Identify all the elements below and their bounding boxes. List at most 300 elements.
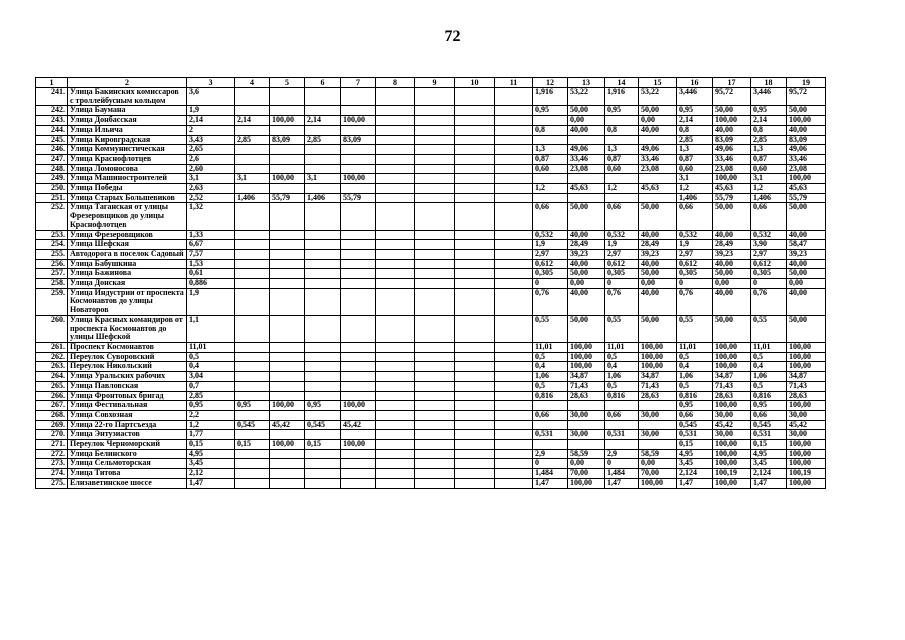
value-cell (376, 420, 415, 430)
value-cell: 83,09 (270, 135, 305, 145)
street-name-cell: Улица Бакинских комиссаров с троллейбусным кольцом (68, 88, 187, 106)
value-cell: 0,15 (187, 440, 235, 450)
row-number-cell: 247. (36, 154, 68, 164)
value-cell: 1,53 (187, 259, 235, 269)
value-cell (495, 125, 533, 135)
value-cell (495, 362, 533, 372)
value-cell: 100,00 (639, 478, 677, 488)
value-cell: 2,124 (751, 469, 787, 479)
value-cell (376, 469, 415, 479)
value-cell (376, 88, 415, 106)
value-cell: 0,5 (187, 352, 235, 362)
value-cell: 0,61 (187, 269, 235, 279)
value-cell: 100,00 (568, 342, 605, 352)
value-cell (305, 259, 341, 269)
value-cell (415, 372, 455, 382)
value-cell: 95,72 (787, 88, 826, 106)
value-cell: 55,79 (713, 193, 751, 203)
value-cell: 30,00 (713, 430, 751, 440)
value-cell: 53,22 (639, 88, 677, 106)
value-cell (235, 259, 270, 269)
value-cell: 0,95 (677, 106, 713, 116)
value-cell: 11,01 (187, 342, 235, 352)
value-cell (341, 372, 376, 382)
value-cell: 40,00 (639, 125, 677, 135)
street-name-cell: Улица Красных командиров от проспекта Космонавтов до улицы Шефской (68, 315, 187, 342)
value-cell: 100,00 (787, 401, 826, 411)
value-cell: 3,45 (677, 459, 713, 469)
value-cell: 0,15 (235, 440, 270, 450)
value-cell (341, 430, 376, 440)
value-cell: 100,00 (341, 174, 376, 184)
value-cell (415, 203, 455, 230)
value-cell: 3,43 (187, 135, 235, 145)
value-cell: 50,00 (713, 106, 751, 116)
value-cell: 2,124 (677, 469, 713, 479)
value-cell (415, 478, 455, 488)
column-header: 4 (235, 78, 270, 88)
value-cell: 1,06 (751, 372, 787, 382)
value-cell (305, 125, 341, 135)
value-cell: 40,00 (568, 288, 605, 315)
value-cell (341, 449, 376, 459)
value-cell (376, 410, 415, 420)
table-row (36, 106, 826, 116)
value-cell (270, 459, 305, 469)
value-cell (235, 449, 270, 459)
row-number-cell: 250. (36, 184, 68, 194)
value-cell: 50,00 (713, 203, 751, 230)
value-cell: 28,63 (568, 391, 605, 401)
value-cell (235, 469, 270, 479)
value-cell (568, 401, 605, 411)
value-cell: 50,00 (639, 315, 677, 342)
value-cell (235, 372, 270, 382)
value-cell (341, 259, 376, 269)
value-cell: 0,76 (605, 288, 639, 315)
value-cell: 100,00 (270, 401, 305, 411)
value-cell: 0,612 (533, 259, 568, 269)
table-row (36, 430, 826, 440)
value-cell: 70,00 (639, 469, 677, 479)
column-header: 3 (187, 78, 235, 88)
value-cell (270, 430, 305, 440)
value-cell (568, 135, 605, 145)
value-cell (415, 469, 455, 479)
table-row (36, 315, 826, 342)
value-cell: 40,00 (568, 259, 605, 269)
value-cell: 0,305 (677, 269, 713, 279)
value-cell (376, 230, 415, 240)
street-name-cell: Улица Фронтовых бригад (68, 391, 187, 401)
value-cell (415, 401, 455, 411)
column-header: 11 (495, 78, 533, 88)
value-cell: 100,00 (787, 174, 826, 184)
value-cell: 0,5 (677, 381, 713, 391)
value-cell (235, 125, 270, 135)
value-cell: 0,305 (605, 269, 639, 279)
value-cell (455, 449, 495, 459)
column-header: 15 (639, 78, 677, 88)
value-cell: 0,531 (533, 430, 568, 440)
table-row (36, 240, 826, 250)
value-cell (639, 135, 677, 145)
value-cell: 33,46 (639, 154, 677, 164)
value-cell (376, 391, 415, 401)
value-cell: 45,63 (713, 184, 751, 194)
value-cell (341, 315, 376, 342)
value-cell: 0,545 (751, 420, 787, 430)
value-cell (270, 184, 305, 194)
value-cell (341, 154, 376, 164)
value-cell (305, 249, 341, 259)
value-cell: 100,00 (341, 440, 376, 450)
value-cell (533, 193, 568, 203)
value-cell: 0,95 (677, 401, 713, 411)
value-cell (235, 478, 270, 488)
value-cell (455, 125, 495, 135)
value-cell: 0,66 (751, 410, 787, 420)
value-cell: 33,46 (713, 154, 751, 164)
value-cell (235, 410, 270, 420)
table-row (36, 259, 826, 269)
value-cell (455, 391, 495, 401)
value-cell (270, 88, 305, 106)
value-cell (270, 478, 305, 488)
value-cell (415, 342, 455, 352)
value-cell: 0,5 (605, 381, 639, 391)
value-cell: 1,9 (187, 106, 235, 116)
value-cell (376, 352, 415, 362)
value-cell (415, 420, 455, 430)
value-cell (376, 174, 415, 184)
value-cell: 0,532 (677, 230, 713, 240)
value-cell: 0,532 (751, 230, 787, 240)
value-cell: 53,22 (568, 88, 605, 106)
value-cell: 45,42 (787, 420, 826, 430)
value-cell (235, 269, 270, 279)
value-cell (305, 459, 341, 469)
value-cell: 3,1 (677, 174, 713, 184)
street-name-cell: Елизаветинское шоссе (68, 478, 187, 488)
value-cell: 3,45 (751, 459, 787, 469)
value-cell: 0,8 (533, 125, 568, 135)
row-number-cell: 267. (36, 401, 68, 411)
value-cell: 3,45 (187, 459, 235, 469)
value-cell: 39,23 (639, 249, 677, 259)
value-cell (305, 362, 341, 372)
value-cell: 2,14 (751, 116, 787, 126)
value-cell: 0,15 (751, 440, 787, 450)
value-cell (455, 342, 495, 352)
row-number-cell: 248. (36, 164, 68, 174)
value-cell (495, 174, 533, 184)
street-name-cell: Улица Кировградская (68, 135, 187, 145)
value-cell (341, 459, 376, 469)
value-cell (495, 135, 533, 145)
value-cell (495, 288, 533, 315)
value-cell: 2,97 (751, 249, 787, 259)
value-cell: 58,59 (568, 449, 605, 459)
value-cell: 23,08 (568, 164, 605, 174)
page-number: 72 (444, 28, 461, 45)
value-cell: 45,42 (713, 420, 751, 430)
value-cell (305, 154, 341, 164)
value-cell: 30,00 (787, 430, 826, 440)
value-cell: 40,00 (713, 125, 751, 135)
value-cell: 0,60 (605, 164, 639, 174)
value-cell (415, 116, 455, 126)
value-cell (415, 249, 455, 259)
street-name-cell: Автодорога в поселок Садовый (68, 249, 187, 259)
value-cell: 28,63 (639, 391, 677, 401)
value-cell (270, 381, 305, 391)
value-cell: 1,406 (235, 193, 270, 203)
value-cell (235, 203, 270, 230)
value-cell: 28,63 (787, 391, 826, 401)
value-cell (568, 193, 605, 203)
value-cell (376, 342, 415, 352)
value-cell: 30,00 (568, 410, 605, 420)
row-number-cell: 265. (36, 381, 68, 391)
value-cell (455, 106, 495, 116)
value-cell (495, 259, 533, 269)
value-cell (270, 315, 305, 342)
value-cell: 28,49 (568, 240, 605, 250)
value-cell: 95,72 (713, 88, 751, 106)
value-cell: 40,00 (787, 288, 826, 315)
value-cell: 39,23 (713, 249, 751, 259)
value-cell: 0,612 (677, 259, 713, 269)
value-cell (455, 401, 495, 411)
value-cell (270, 469, 305, 479)
value-cell: 40,00 (713, 230, 751, 240)
value-cell: 100,00 (568, 362, 605, 372)
value-cell (455, 352, 495, 362)
value-cell: 100,00 (787, 362, 826, 372)
value-cell (270, 259, 305, 269)
value-cell (415, 410, 455, 420)
value-cell: 2,9 (605, 449, 639, 459)
value-cell (235, 106, 270, 116)
value-cell: 1,406 (751, 193, 787, 203)
street-name-cell: Улица Фестивальная (68, 401, 187, 411)
value-cell: 2,14 (305, 116, 341, 126)
value-cell: 40,00 (639, 230, 677, 240)
value-cell: 3,1 (751, 174, 787, 184)
street-name-cell: Улица Сельмоторская (68, 459, 187, 469)
value-cell: 11,01 (751, 342, 787, 352)
value-cell: 0,95 (533, 106, 568, 116)
value-cell (415, 288, 455, 315)
value-cell (305, 106, 341, 116)
value-cell (376, 459, 415, 469)
street-name-cell: Переулок Суворовский (68, 352, 187, 362)
value-cell (533, 440, 568, 450)
value-cell (533, 174, 568, 184)
value-cell: 34,87 (639, 372, 677, 382)
value-cell: 2,14 (677, 116, 713, 126)
value-cell: 0,886 (187, 279, 235, 289)
value-cell: 40,00 (568, 125, 605, 135)
table-row (36, 391, 826, 401)
row-number-cell: 273. (36, 459, 68, 469)
value-cell (270, 342, 305, 352)
value-cell: 58,47 (787, 240, 826, 250)
table-row (36, 420, 826, 430)
value-cell (376, 279, 415, 289)
value-cell (495, 240, 533, 250)
value-cell: 1,2 (187, 420, 235, 430)
value-cell: 1,47 (533, 478, 568, 488)
value-cell (305, 430, 341, 440)
value-cell: 0,66 (677, 410, 713, 420)
value-cell: 50,00 (568, 269, 605, 279)
table-row (36, 193, 826, 203)
value-cell: 3,90 (751, 240, 787, 250)
value-cell: 0,60 (677, 164, 713, 174)
value-cell: 0,4 (187, 362, 235, 372)
value-cell: 50,00 (639, 106, 677, 116)
value-cell: 1,484 (533, 469, 568, 479)
value-cell (495, 469, 533, 479)
value-cell: 0,76 (677, 288, 713, 315)
value-cell: 100,00 (713, 440, 751, 450)
value-cell: 1,47 (751, 478, 787, 488)
value-cell: 0,5 (533, 352, 568, 362)
value-cell: 0,612 (605, 259, 639, 269)
value-cell: 0,5 (751, 381, 787, 391)
street-name-cell: Улица 22-го Партсъезда (68, 420, 187, 430)
value-cell: 1,06 (533, 372, 568, 382)
row-number-cell: 244. (36, 125, 68, 135)
value-cell: 7,57 (187, 249, 235, 259)
value-cell: 0,55 (533, 315, 568, 342)
value-cell: 0 (751, 279, 787, 289)
value-cell: 0,87 (751, 154, 787, 164)
column-header: 18 (751, 78, 787, 88)
value-cell: 100,00 (341, 401, 376, 411)
value-cell (415, 315, 455, 342)
value-cell: 0,816 (677, 391, 713, 401)
value-cell (639, 174, 677, 184)
value-cell: 40,00 (568, 230, 605, 240)
value-cell: 0,532 (605, 230, 639, 240)
value-cell: 0,95 (187, 401, 235, 411)
value-cell (376, 440, 415, 450)
street-name-cell: Улица Фрезеровщиков (68, 230, 187, 240)
value-cell: 2,14 (187, 116, 235, 126)
value-cell: 100,00 (787, 478, 826, 488)
street-name-cell: Улица Баумана (68, 106, 187, 116)
table-row (36, 279, 826, 289)
value-cell: 0,95 (235, 401, 270, 411)
table-header-row (36, 78, 826, 88)
value-cell: 4,95 (187, 449, 235, 459)
value-cell (639, 401, 677, 411)
value-cell: 71,43 (713, 381, 751, 391)
value-cell (376, 249, 415, 259)
value-cell: 2,97 (677, 249, 713, 259)
value-cell (415, 145, 455, 155)
row-number-cell: 270. (36, 430, 68, 440)
table-row (36, 125, 826, 135)
value-cell: 33,46 (787, 154, 826, 164)
value-cell (376, 106, 415, 116)
value-cell: 100,19 (787, 469, 826, 479)
value-cell: 100,00 (787, 440, 826, 450)
value-cell: 2,9 (533, 449, 568, 459)
value-cell (495, 440, 533, 450)
value-cell (305, 478, 341, 488)
street-name-cell: Улица Шефская (68, 240, 187, 250)
value-cell (235, 184, 270, 194)
value-cell: 2,85 (677, 135, 713, 145)
value-cell: 40,00 (787, 230, 826, 240)
value-cell: 50,00 (787, 203, 826, 230)
value-cell: 0,55 (677, 315, 713, 342)
value-cell (495, 420, 533, 430)
column-header: 9 (415, 78, 455, 88)
value-cell (305, 279, 341, 289)
value-cell: 50,00 (713, 269, 751, 279)
value-cell: 100,00 (713, 449, 751, 459)
row-number-cell: 251. (36, 193, 68, 203)
table-row (36, 372, 826, 382)
value-cell (455, 135, 495, 145)
value-cell (455, 410, 495, 420)
value-cell: 45,42 (341, 420, 376, 430)
value-cell: 1,2 (677, 184, 713, 194)
value-cell: 1,9 (533, 240, 568, 250)
table-row (36, 145, 826, 155)
value-cell (455, 230, 495, 240)
row-number-cell: 263. (36, 362, 68, 372)
table-row (36, 362, 826, 372)
value-cell: 2,63 (187, 184, 235, 194)
value-cell: 23,08 (639, 164, 677, 174)
value-cell: 0,305 (533, 269, 568, 279)
value-cell: 28,49 (713, 240, 751, 250)
value-cell (533, 401, 568, 411)
value-cell: 100,00 (568, 352, 605, 362)
value-cell: 3,6 (187, 88, 235, 106)
value-cell: 0,66 (677, 203, 713, 230)
value-cell (376, 478, 415, 488)
value-cell: 0 (677, 279, 713, 289)
value-cell: 83,09 (341, 135, 376, 145)
value-cell (305, 410, 341, 420)
value-cell: 71,43 (568, 381, 605, 391)
value-cell (376, 164, 415, 174)
street-name-cell: Проспект Космонавтов (68, 342, 187, 352)
value-cell: 30,00 (787, 410, 826, 420)
value-cell (270, 449, 305, 459)
row-number-cell: 266. (36, 391, 68, 401)
street-name-cell: Улица Старых Большевиков (68, 193, 187, 203)
value-cell: 0,531 (751, 430, 787, 440)
value-cell (270, 249, 305, 259)
value-cell (495, 372, 533, 382)
value-cell: 39,23 (568, 249, 605, 259)
street-name-cell: Улица Ильича (68, 125, 187, 135)
value-cell (415, 449, 455, 459)
table-row (36, 164, 826, 174)
value-cell: 0,00 (639, 279, 677, 289)
value-cell: 0,7 (187, 381, 235, 391)
value-cell: 0 (605, 459, 639, 469)
value-cell: 0,531 (605, 430, 639, 440)
